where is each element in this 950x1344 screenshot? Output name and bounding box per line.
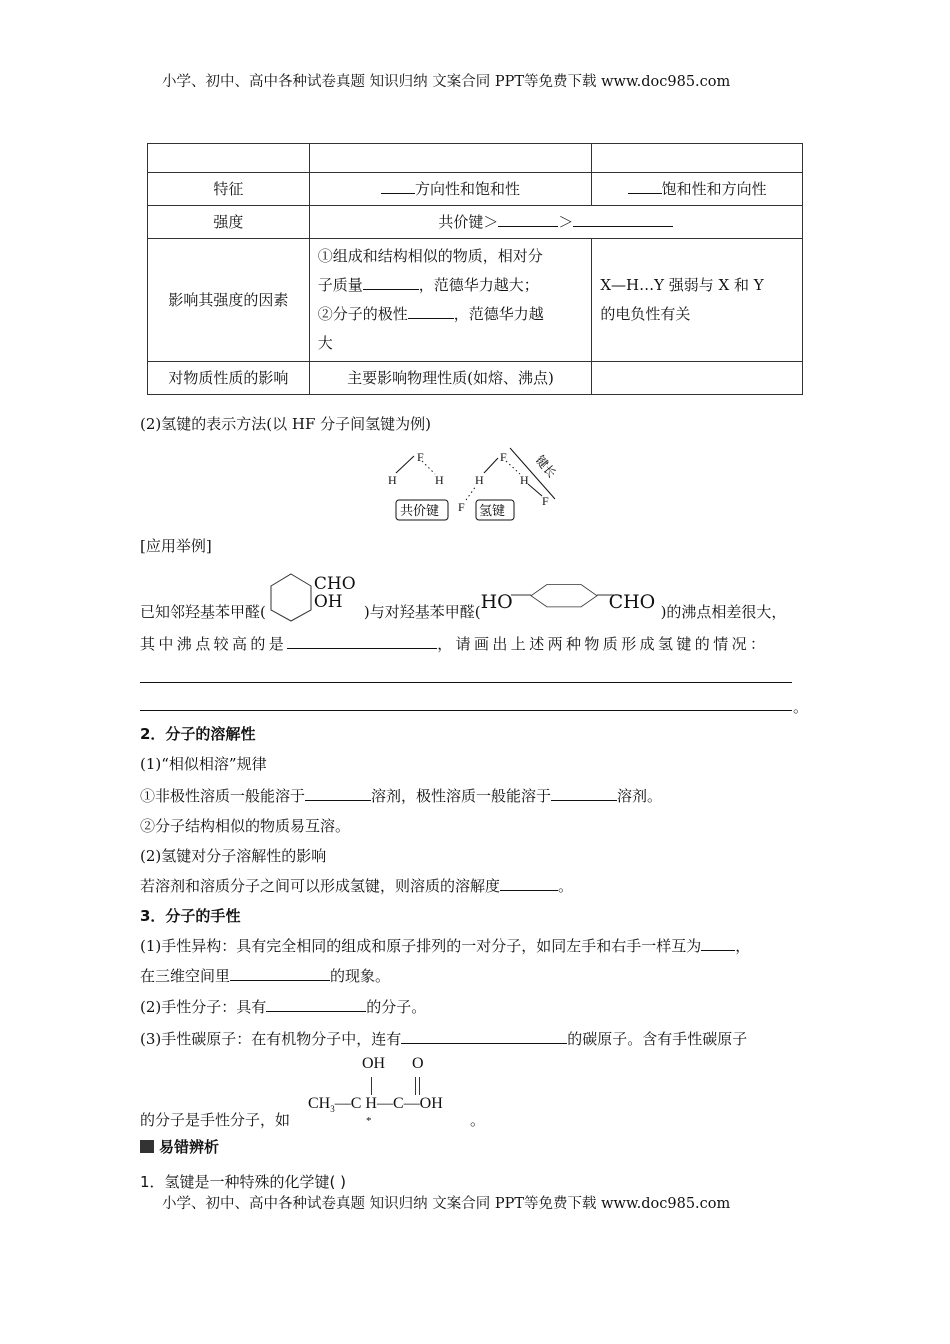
row-label: 强度 bbox=[148, 206, 310, 239]
hydrogen-bond-label: 氢键 bbox=[479, 503, 506, 518]
atom-label: H bbox=[475, 473, 484, 487]
atom-label: F bbox=[542, 494, 549, 508]
comparison-table bbox=[147, 143, 803, 395]
atom-label: H bbox=[520, 473, 529, 487]
answer-line bbox=[140, 710, 792, 711]
table-cell bbox=[592, 144, 803, 173]
page-header: 小学、初中、高中各种试卷真题 知识归纳 文案合同 PPT等免费下载 www.doc985.com bbox=[162, 74, 731, 90]
table-cell bbox=[309, 173, 592, 206]
table-cell bbox=[592, 173, 803, 206]
question: 1．氢键是一种特殊的化学键( ) bbox=[140, 1173, 347, 1191]
row-label: 特征 bbox=[148, 173, 310, 206]
example-heading: [应用举例] bbox=[140, 537, 212, 555]
answer-line bbox=[140, 682, 792, 683]
page-footer: 小学、初中、高中各种试卷真题 知识归纳 文案合同 PPT等免费下载 www.doc985.com bbox=[162, 1196, 731, 1212]
cell-text: 饱和性和方向性 bbox=[661, 180, 767, 198]
text-line: (1)手性异构：具有完全相同的组成和原子排列的一对分子，如同左手和右手一样互为 ， bbox=[140, 937, 751, 955]
table-cell bbox=[592, 362, 803, 395]
cell-text: 子质量 ，范德华力越大； bbox=[317, 276, 539, 294]
section-marker-icon bbox=[140, 1140, 154, 1153]
p-hydroxybenzaldehyde-structure: HO CHO bbox=[481, 602, 661, 622]
example-line: 其中沸点较高的是 ，请画出上述两种物质形成氢键的情况： bbox=[140, 635, 769, 653]
table-cell bbox=[592, 239, 803, 362]
atom-label: F bbox=[417, 450, 424, 464]
row-label: 影响其强度的因素 bbox=[148, 239, 310, 362]
o-hydroxybenzaldehyde-structure: CHO OH bbox=[266, 602, 364, 622]
table-cell bbox=[309, 144, 592, 173]
period: 。 bbox=[793, 698, 809, 716]
text-line: (2)手性分子：具有 的分子。 bbox=[140, 998, 427, 1016]
bond-length-label: 键长 bbox=[532, 452, 559, 481]
cell-text: 方向性和饱和性 bbox=[415, 180, 521, 198]
section-title: 3．分子的手性 bbox=[140, 907, 241, 925]
cell-text: 的电负性有关 bbox=[600, 305, 691, 323]
row-label: 对物质性质的影响 bbox=[148, 362, 310, 395]
table-cell bbox=[309, 239, 592, 362]
table-cell bbox=[309, 206, 802, 239]
table-cell bbox=[148, 144, 310, 173]
cell-text: X—H…Y 强弱与 X 和 Y bbox=[600, 276, 764, 294]
atom-label: H bbox=[435, 473, 444, 487]
atom-label: F bbox=[500, 450, 507, 464]
cell-text: 大 bbox=[317, 334, 333, 352]
text-line: ①非极性溶质一般能溶于 溶剂，极性溶质一般能溶于 溶剂。 bbox=[140, 787, 663, 805]
cell-text: ＞ bbox=[558, 213, 574, 231]
text-line: (3)手性碳原子：在有机物分子中，连有 的碳原子。含有手性碳原子 bbox=[140, 1030, 748, 1048]
lactic-acid-structure: OH O $CH_3—C$ H—C—OH * bbox=[308, 1055, 443, 1127]
text-line: (2)氢键对分子溶解性的影响 bbox=[140, 847, 327, 865]
text-line: 在三维空间里 的现象。 bbox=[140, 967, 391, 985]
text-line: 若溶剂和溶质分子之间可以形成氢键，则溶质的溶解度 。 bbox=[140, 877, 574, 895]
text-line: (1)“相似相溶”规律 bbox=[140, 755, 267, 773]
covalent-bond-label: 共价键 bbox=[400, 503, 440, 518]
hf-hydrogen-bond-diagram bbox=[380, 444, 580, 524]
text-line: 的分子是手性分子，如 。 bbox=[140, 1111, 486, 1129]
text-line: ②分子结构相似的物质易互溶。 bbox=[140, 817, 351, 835]
example-line: 已知邻羟基苯甲醛( CHO OH )与对羟基苯甲醛( HO CHO )的沸点相差很大， bbox=[140, 574, 787, 621]
table-cell: 主要影响物理性质(如熔、沸点) bbox=[309, 362, 592, 395]
section-title: 2．分子的溶解性 bbox=[140, 725, 256, 743]
atom-label: F bbox=[458, 500, 465, 514]
cell-text: ②分子的极性 ，范德华力越 bbox=[317, 305, 544, 323]
atom-label: H bbox=[388, 473, 397, 487]
errors-heading: 易错辨析 bbox=[140, 1137, 219, 1157]
cell-text: 共价键＞ bbox=[438, 213, 499, 231]
section-heading: (2)氢键的表示方法(以 HF 分子间氢键为例) bbox=[140, 415, 431, 433]
cell-text: ①组成和结构相似的物质，相对分 bbox=[317, 247, 543, 265]
